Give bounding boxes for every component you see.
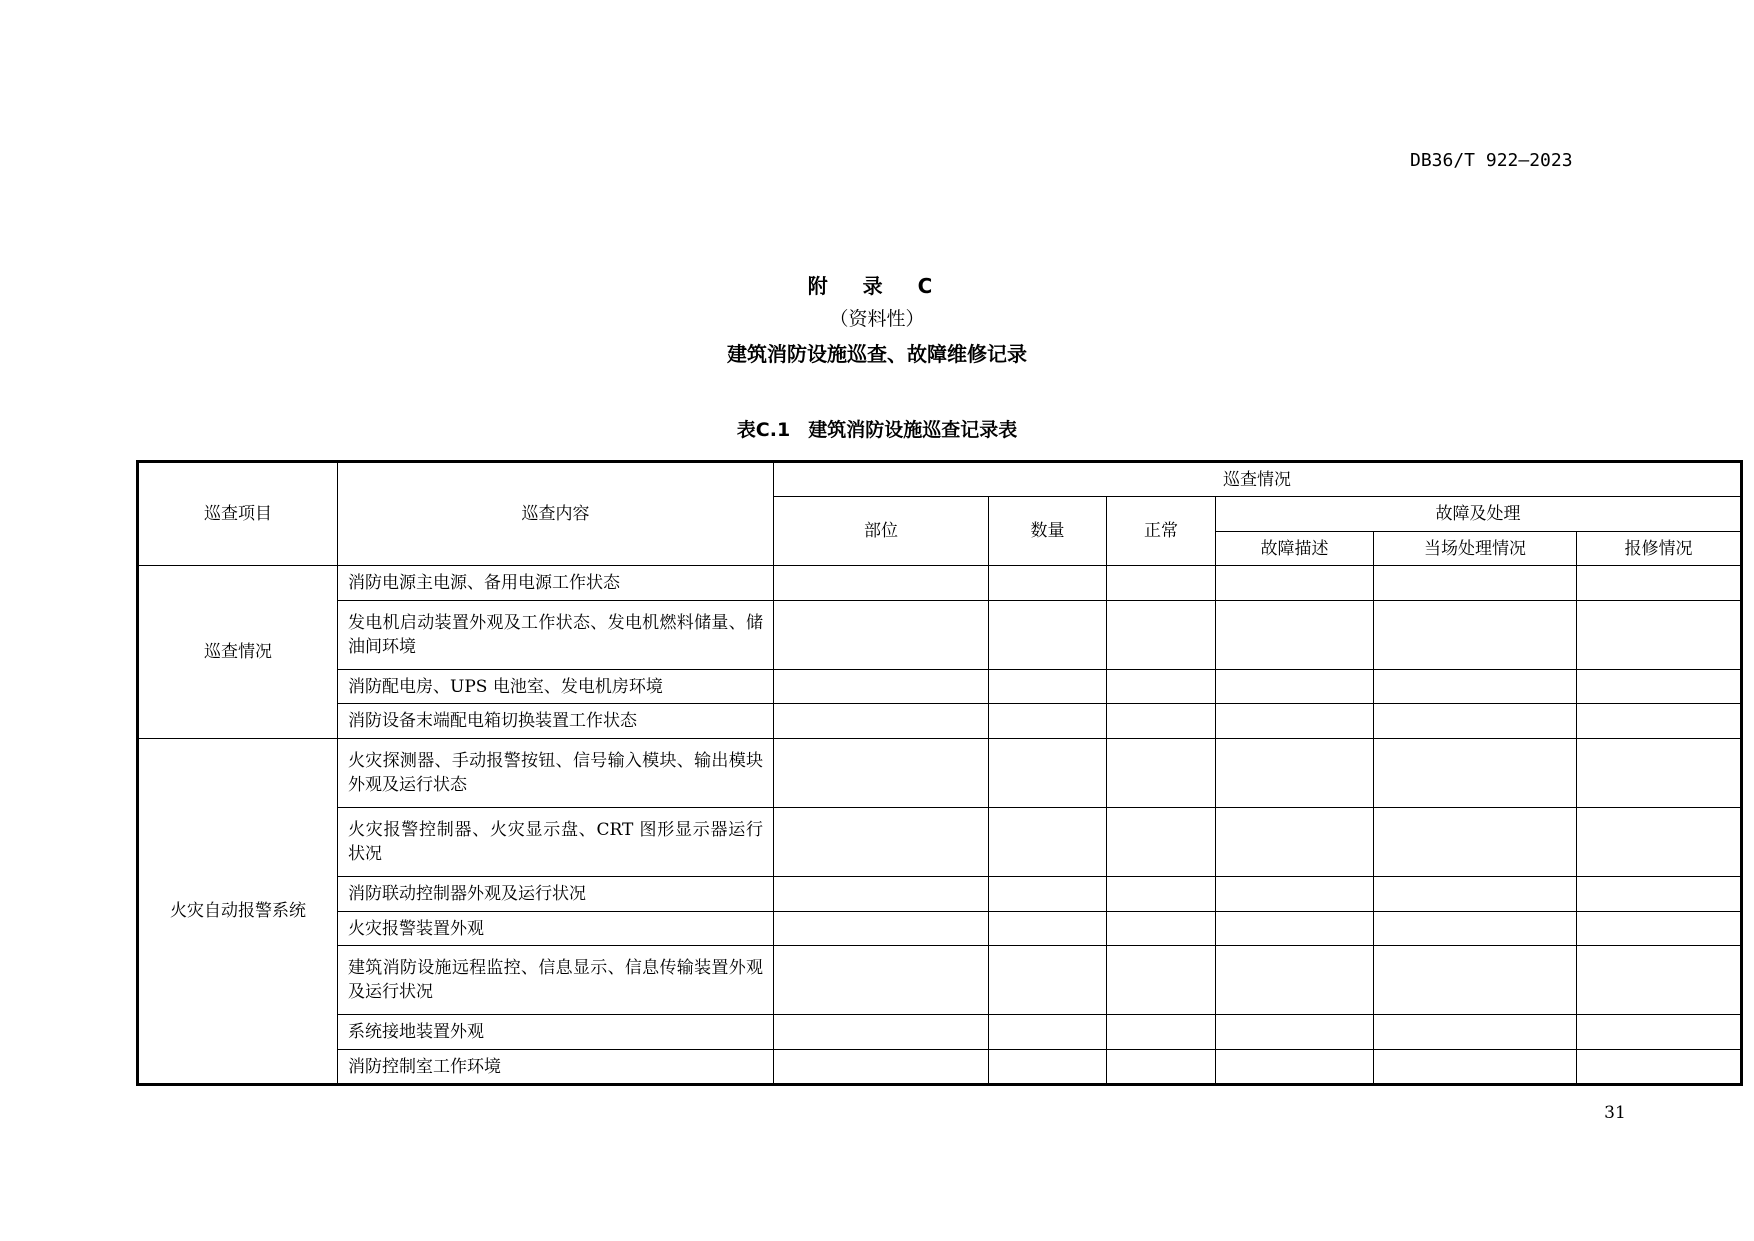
quantity-cell[interactable]: [989, 566, 1107, 601]
row-content: 消防配电房、UPS 电池室、发电机房环境: [338, 670, 774, 704]
table-row: [138, 808, 1742, 877]
location-cell[interactable]: [774, 946, 989, 1015]
quantity-cell[interactable]: [989, 739, 1107, 808]
header-normal: 正常: [1107, 497, 1216, 566]
quantity-cell[interactable]: [989, 601, 1107, 670]
header-inspection-situation: 巡查情况: [774, 462, 1742, 497]
quantity-cell[interactable]: [989, 670, 1107, 704]
quantity-cell[interactable]: [989, 704, 1107, 739]
row-content: 消防电源主电源、备用电源工作状态: [338, 566, 774, 601]
table-row: [138, 946, 1742, 1015]
location-cell[interactable]: [774, 704, 989, 739]
location-cell[interactable]: [774, 912, 989, 946]
normal-cell[interactable]: [1107, 704, 1216, 739]
onsite-handling-cell[interactable]: [1374, 566, 1577, 601]
header-inspection-item: 巡查项目: [138, 462, 338, 566]
header-repair-status: 报修情况: [1577, 532, 1742, 566]
fault-description-cell[interactable]: [1216, 670, 1374, 704]
fault-description-cell[interactable]: [1216, 704, 1374, 739]
table-caption: [0, 415, 1754, 442]
normal-cell[interactable]: [1107, 601, 1216, 670]
page-number: 31: [1604, 1103, 1626, 1123]
location-cell[interactable]: [774, 739, 989, 808]
table-caption-number: 表C.1: [736, 419, 791, 441]
quantity-cell[interactable]: [989, 808, 1107, 877]
location-cell[interactable]: [774, 566, 989, 601]
document-id: DB36/T 922—2023: [1410, 150, 1573, 171]
normal-cell[interactable]: [1107, 1050, 1216, 1085]
header-quantity: 数量: [989, 497, 1107, 566]
repair-status-cell[interactable]: [1577, 877, 1742, 912]
header-onsite-handling: 当场处理情况: [1374, 532, 1577, 566]
quantity-cell[interactable]: [989, 912, 1107, 946]
table-row: [138, 566, 1742, 601]
table-row: [138, 1015, 1742, 1050]
fault-description-cell[interactable]: [1216, 946, 1374, 1015]
header-fault-handling: 故障及处理: [1216, 497, 1742, 532]
onsite-handling-cell[interactable]: [1374, 670, 1577, 704]
location-cell[interactable]: [774, 601, 989, 670]
repair-status-cell[interactable]: [1577, 566, 1742, 601]
fault-description-cell[interactable]: [1216, 877, 1374, 912]
onsite-handling-cell[interactable]: [1374, 1015, 1577, 1050]
quantity-cell[interactable]: [989, 877, 1107, 912]
appendix-label: 附 录 C: [807, 274, 947, 298]
row-content: 火灾报警控制器、火灾显示盘、CRT 图形显示器运行状况: [338, 808, 774, 877]
repair-status-cell[interactable]: [1577, 739, 1742, 808]
table-row: [138, 739, 1742, 808]
normal-cell[interactable]: [1107, 670, 1216, 704]
row-content: 建筑消防设施远程监控、信息显示、信息传输装置外观及运行状况: [338, 946, 774, 1015]
row-content: 系统接地装置外观: [338, 1015, 774, 1050]
onsite-handling-cell[interactable]: [1374, 912, 1577, 946]
inspection-record-table: [136, 460, 1743, 1086]
fault-description-cell[interactable]: [1216, 1015, 1374, 1050]
table-row: [138, 670, 1742, 704]
normal-cell[interactable]: [1107, 1015, 1216, 1050]
row-content: 火灾报警装置外观: [338, 912, 774, 946]
header-fault-description: 故障描述: [1216, 532, 1374, 566]
repair-status-cell[interactable]: [1577, 1050, 1742, 1085]
table-row: [138, 1050, 1742, 1085]
repair-status-cell[interactable]: [1577, 601, 1742, 670]
fault-description-cell[interactable]: [1216, 808, 1374, 877]
onsite-handling-cell[interactable]: [1374, 946, 1577, 1015]
row-content: 消防控制室工作环境: [338, 1050, 774, 1085]
repair-status-cell[interactable]: [1577, 912, 1742, 946]
repair-status-cell[interactable]: [1577, 808, 1742, 877]
onsite-handling-cell[interactable]: [1374, 704, 1577, 739]
row-content: 消防联动控制器外观及运行状况: [338, 877, 774, 912]
appendix-nature: （资料性）: [829, 308, 925, 330]
repair-status-cell[interactable]: [1577, 670, 1742, 704]
fault-description-cell[interactable]: [1216, 601, 1374, 670]
onsite-handling-cell[interactable]: [1374, 601, 1577, 670]
location-cell[interactable]: [774, 808, 989, 877]
onsite-handling-cell[interactable]: [1374, 877, 1577, 912]
table-row: [138, 877, 1742, 912]
table-row: [138, 912, 1742, 946]
normal-cell[interactable]: [1107, 808, 1216, 877]
normal-cell[interactable]: [1107, 912, 1216, 946]
header-location: 部位: [774, 497, 989, 566]
row-content: 火灾探测器、手动报警按钮、信号输入模块、输出模块外观及运行状态: [338, 739, 774, 808]
fault-description-cell[interactable]: [1216, 566, 1374, 601]
table-row: [138, 601, 1742, 670]
table-row: [138, 704, 1742, 739]
fault-description-cell[interactable]: [1216, 912, 1374, 946]
fault-description-cell[interactable]: [1216, 739, 1374, 808]
row-content: 消防设备末端配电箱切换装置工作状态: [338, 704, 774, 739]
onsite-handling-cell[interactable]: [1374, 1050, 1577, 1085]
location-cell[interactable]: [774, 1050, 989, 1085]
normal-cell[interactable]: [1107, 946, 1216, 1015]
repair-status-cell[interactable]: [1577, 946, 1742, 1015]
row-content: 发电机启动装置外观及工作状态、发电机燃料储量、储油间环境: [338, 601, 774, 670]
location-cell[interactable]: [774, 877, 989, 912]
repair-status-cell[interactable]: [1577, 704, 1742, 739]
fault-description-cell[interactable]: [1216, 1050, 1374, 1085]
location-cell[interactable]: [774, 670, 989, 704]
quantity-cell[interactable]: [989, 1015, 1107, 1050]
quantity-cell[interactable]: [989, 1050, 1107, 1085]
onsite-handling-cell[interactable]: [1374, 739, 1577, 808]
header-inspection-content: 巡查内容: [338, 462, 774, 566]
onsite-handling-cell[interactable]: [1374, 808, 1577, 877]
location-cell[interactable]: [774, 1015, 989, 1050]
normal-cell[interactable]: [1107, 877, 1216, 912]
quantity-cell[interactable]: [989, 946, 1107, 1015]
normal-cell[interactable]: [1107, 566, 1216, 601]
normal-cell[interactable]: [1107, 739, 1216, 808]
group-label: 巡查情况: [138, 566, 338, 739]
appendix-title: 建筑消防设施巡查、故障维修记录: [727, 342, 1027, 366]
table-caption-title: 建筑消防设施巡查记录表: [808, 419, 1018, 441]
repair-status-cell[interactable]: [1577, 1015, 1742, 1050]
group-label: 火灾自动报警系统: [138, 739, 338, 1085]
